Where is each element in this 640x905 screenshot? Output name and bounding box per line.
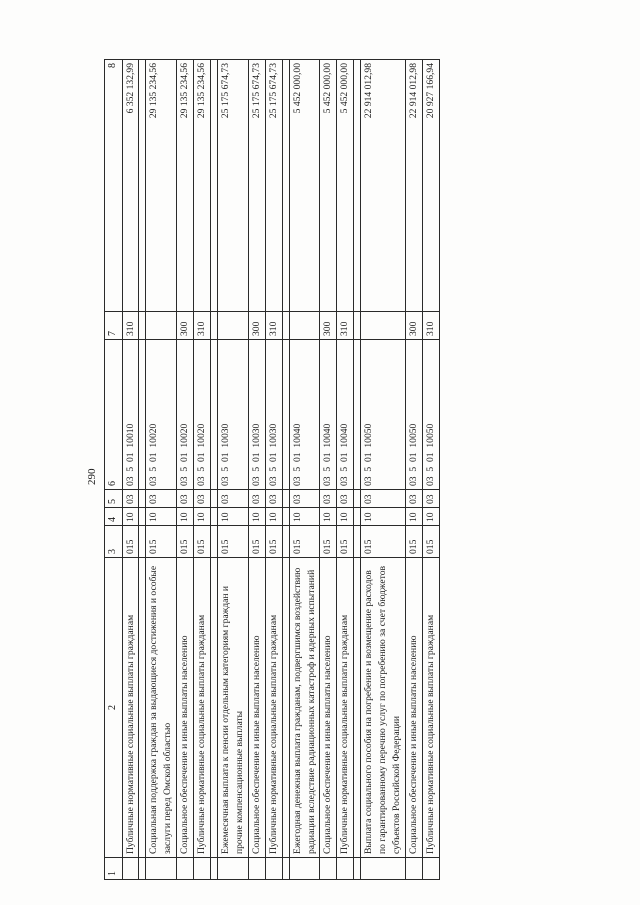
code-4-cell: 10 xyxy=(218,508,249,526)
row-index-cell xyxy=(289,858,320,880)
row-name-cell: Ежегодная денежная выплата гражданам, подвергшимся воздействию радиации вследствие радиационных катастроф и ядерных испытаний xyxy=(289,558,320,858)
code-3-cell: 015 xyxy=(320,526,337,558)
code-7-cell: 300 xyxy=(248,312,265,340)
code-5-cell: 03 xyxy=(406,490,423,508)
row-index-cell xyxy=(337,858,354,880)
table-row xyxy=(122,60,139,880)
row-index-cell xyxy=(146,858,177,880)
code-6-cell: 03 5 01 10050 xyxy=(361,340,406,490)
spacer-cell xyxy=(139,508,146,526)
spacer-cell xyxy=(211,60,218,312)
code-5-cell: 03 xyxy=(337,490,354,508)
code-3-cell: 015 xyxy=(177,526,194,558)
code-3-cell: 015 xyxy=(218,526,249,558)
code-7-cell: 310 xyxy=(337,312,354,340)
spacer-cell xyxy=(211,508,218,526)
spacer-row xyxy=(282,60,289,880)
header-cell: 5 xyxy=(105,490,123,508)
table-body xyxy=(105,60,440,880)
spacer-cell xyxy=(139,312,146,340)
code-7-cell: 300 xyxy=(177,312,194,340)
code-4-cell: 10 xyxy=(177,508,194,526)
code-7-cell: 310 xyxy=(122,312,139,340)
table-row xyxy=(406,60,423,880)
row-index-cell xyxy=(422,858,439,880)
amount-cell: 29 135 234,56 xyxy=(146,60,177,312)
row-index-cell xyxy=(361,858,406,880)
spacer-cell xyxy=(282,490,289,508)
code-6-cell: 03 5 01 10040 xyxy=(337,340,354,490)
code-4-cell: 10 xyxy=(265,508,282,526)
code-4-cell: 10 xyxy=(320,508,337,526)
code-6-cell: 03 5 01 10030 xyxy=(248,340,265,490)
amount-cell: 5 452 000,00 xyxy=(337,60,354,312)
code-4-cell: 10 xyxy=(122,508,139,526)
spacer-cell xyxy=(282,508,289,526)
code-5-cell: 03 xyxy=(361,490,406,508)
row-index-cell xyxy=(218,858,249,880)
spacer-cell xyxy=(282,312,289,340)
header-row xyxy=(105,60,123,880)
table-row xyxy=(146,60,177,880)
header-cell: 4 xyxy=(105,508,123,526)
row-name-cell: Социальное обеспечение и иные выплаты населению xyxy=(320,558,337,858)
code-6-cell: 03 5 01 10040 xyxy=(289,340,320,490)
spacer-cell xyxy=(354,312,361,340)
row-name-cell: Социальное обеспечение и иные выплаты населению xyxy=(177,558,194,858)
header-cell: 3 xyxy=(105,526,123,558)
spacer-cell xyxy=(354,558,361,858)
code-4-cell: 10 xyxy=(289,508,320,526)
row-name-cell: Социальное обеспечение и иные выплаты населению xyxy=(248,558,265,858)
amount-cell: 25 175 674,73 xyxy=(218,60,249,312)
row-name-cell: Публичные нормативные социальные выплаты гражданам xyxy=(122,558,139,858)
spacer-cell xyxy=(354,508,361,526)
row-index-cell xyxy=(122,858,139,880)
code-6-cell: 03 5 01 10050 xyxy=(422,340,439,490)
row-name-cell: Социальная поддержка граждан за выдающиеся достижения и особые заслуги перед Омской областью xyxy=(146,558,177,858)
code-7-cell: 300 xyxy=(320,312,337,340)
spacer-cell xyxy=(211,312,218,340)
table-row xyxy=(248,60,265,880)
code-4-cell: 10 xyxy=(146,508,177,526)
amount-cell: 25 175 674,73 xyxy=(265,60,282,312)
amount-cell: 22 914 012,98 xyxy=(406,60,423,312)
code-6-cell: 03 5 01 10020 xyxy=(146,340,177,490)
code-6-cell: 03 5 01 10050 xyxy=(406,340,423,490)
header-cell: 8 xyxy=(105,60,123,312)
code-3-cell: 015 xyxy=(122,526,139,558)
spacer-cell xyxy=(354,526,361,558)
code-6-cell: 03 5 01 10030 xyxy=(265,340,282,490)
code-6-cell: 03 5 01 10030 xyxy=(218,340,249,490)
spacer-cell xyxy=(211,526,218,558)
spacer-cell xyxy=(282,526,289,558)
code-7-cell: 310 xyxy=(194,312,211,340)
code-3-cell: 015 xyxy=(361,526,406,558)
table-row xyxy=(422,60,439,880)
spacer-cell xyxy=(282,340,289,490)
row-index-cell xyxy=(248,858,265,880)
spacer-cell xyxy=(139,490,146,508)
table-row xyxy=(177,60,194,880)
row-index-cell xyxy=(265,858,282,880)
code-3-cell: 015 xyxy=(146,526,177,558)
row-index-cell xyxy=(320,858,337,880)
code-4-cell: 10 xyxy=(406,508,423,526)
table-row xyxy=(289,60,320,880)
spacer-cell xyxy=(354,340,361,490)
code-3-cell: 015 xyxy=(265,526,282,558)
amount-cell: 6 352 132,99 xyxy=(122,60,139,312)
spacer-cell xyxy=(354,490,361,508)
code-5-cell: 03 xyxy=(289,490,320,508)
code-5-cell: 03 xyxy=(218,490,249,508)
code-6-cell: 03 5 01 10020 xyxy=(177,340,194,490)
spacer-cell xyxy=(282,558,289,858)
code-5-cell: 03 xyxy=(194,490,211,508)
row-name-cell: Публичные нормативные социальные выплаты гражданам xyxy=(337,558,354,858)
code-6-cell: 03 5 01 10040 xyxy=(320,340,337,490)
table-row xyxy=(194,60,211,880)
code-5-cell: 03 xyxy=(248,490,265,508)
amount-cell: 22 914 012,98 xyxy=(361,60,406,312)
code-4-cell: 10 xyxy=(361,508,406,526)
header-cell: 7 xyxy=(105,312,123,340)
amount-cell: 29 135 234,56 xyxy=(177,60,194,312)
spacer-cell xyxy=(211,558,218,858)
code-5-cell: 03 xyxy=(122,490,139,508)
code-3-cell: 015 xyxy=(422,526,439,558)
page-number: 290 xyxy=(86,468,98,485)
code-3-cell: 015 xyxy=(406,526,423,558)
amount-cell: 5 452 000,00 xyxy=(289,60,320,312)
spacer-cell xyxy=(211,340,218,490)
code-6-cell: 03 5 01 10010 xyxy=(122,340,139,490)
row-name-cell: Социальное обеспечение и иные выплаты населению xyxy=(406,558,423,858)
spacer-cell xyxy=(354,60,361,312)
row-name-cell: Выплата социального пособия на погребение и возмещение расходов по гарантированному перечню услуг по погребению за счет бюджетов субъектов Российской Федерации xyxy=(361,558,406,858)
spacer-cell xyxy=(282,858,289,880)
code-7-cell xyxy=(146,312,177,340)
row-index-cell xyxy=(177,858,194,880)
spacer-row xyxy=(139,60,146,880)
code-5-cell: 03 xyxy=(177,490,194,508)
code-5-cell: 03 xyxy=(422,490,439,508)
amount-cell: 5 452 000,00 xyxy=(320,60,337,312)
header-cell: 1 xyxy=(105,858,123,880)
table-row xyxy=(265,60,282,880)
code-4-cell: 10 xyxy=(194,508,211,526)
spacer-cell xyxy=(139,558,146,858)
row-index-cell xyxy=(194,858,211,880)
code-3-cell: 015 xyxy=(194,526,211,558)
code-3-cell: 015 xyxy=(337,526,354,558)
spacer-cell xyxy=(139,340,146,490)
code-4-cell: 10 xyxy=(248,508,265,526)
code-7-cell: 310 xyxy=(422,312,439,340)
code-5-cell: 03 xyxy=(265,490,282,508)
table-row xyxy=(320,60,337,880)
code-7-cell xyxy=(218,312,249,340)
code-7-cell: 300 xyxy=(406,312,423,340)
row-name-cell: Публичные нормативные социальные выплаты гражданам xyxy=(265,558,282,858)
spacer-row xyxy=(211,60,218,880)
spacer-cell xyxy=(211,490,218,508)
row-name-cell: Публичные нормативные социальные выплаты гражданам xyxy=(422,558,439,858)
code-3-cell: 015 xyxy=(289,526,320,558)
spacer-cell xyxy=(139,526,146,558)
code-5-cell: 03 xyxy=(320,490,337,508)
code-3-cell: 015 xyxy=(248,526,265,558)
row-name-cell: Ежемесячная выплата к пенсии отдельным категориям граждан и прочие компенсационные выплаты xyxy=(218,558,249,858)
spacer-cell xyxy=(282,60,289,312)
code-7-cell xyxy=(361,312,406,340)
spacer-cell xyxy=(139,858,146,880)
code-4-cell: 10 xyxy=(337,508,354,526)
row-name-cell: Публичные нормативные социальные выплаты гражданам xyxy=(194,558,211,858)
header-cell: 6 xyxy=(105,340,123,490)
row-index-cell xyxy=(406,858,423,880)
code-7-cell xyxy=(289,312,320,340)
code-7-cell: 310 xyxy=(265,312,282,340)
code-6-cell: 03 5 01 10020 xyxy=(194,340,211,490)
code-5-cell: 03 xyxy=(146,490,177,508)
spacer-cell xyxy=(354,858,361,880)
rotated-content xyxy=(84,60,584,880)
table-row xyxy=(337,60,354,880)
table-row xyxy=(361,60,406,880)
spacer-cell xyxy=(139,60,146,312)
amount-cell: 29 135 234,56 xyxy=(194,60,211,312)
spacer-row xyxy=(354,60,361,880)
header-cell: 2 xyxy=(105,558,123,858)
amount-cell: 20 927 166,94 xyxy=(422,60,439,312)
spacer-cell xyxy=(211,858,218,880)
table-row xyxy=(218,60,249,880)
budget-table xyxy=(104,59,440,880)
code-4-cell: 10 xyxy=(422,508,439,526)
amount-cell: 25 175 674,73 xyxy=(248,60,265,312)
